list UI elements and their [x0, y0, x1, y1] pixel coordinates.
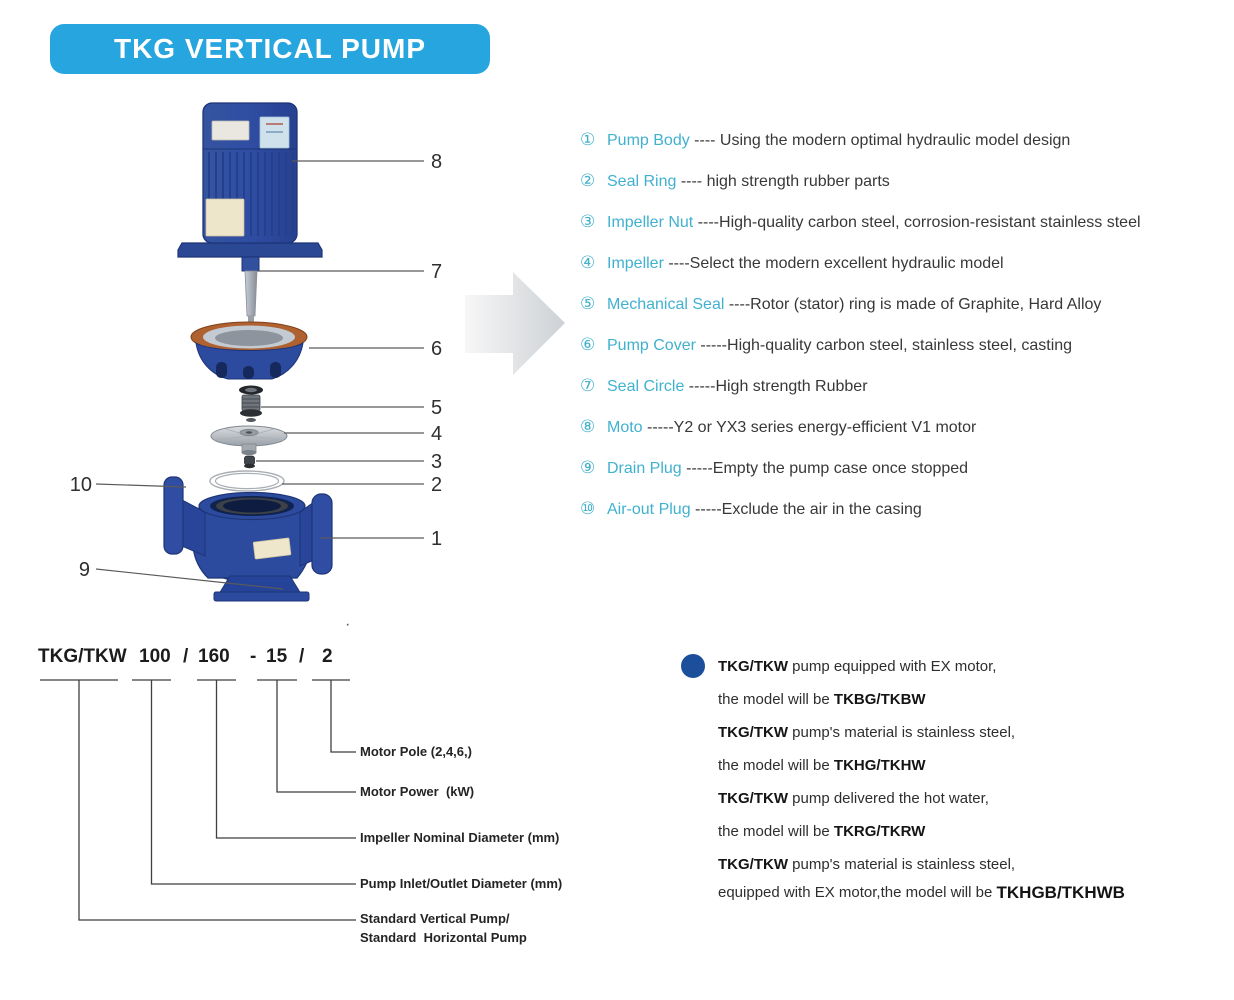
part-name: Impeller Nut	[607, 213, 694, 231]
mechanical-seal-part	[239, 386, 263, 423]
parts-list	[580, 128, 1234, 538]
circled-number-icon: ④	[580, 253, 596, 273]
part-desc: ---- high strength rubber parts	[676, 172, 890, 190]
circled-number-icon: ①	[580, 130, 596, 150]
part-desc: ----Rotor (stator) ring is made of Graphite, Hard Alloy	[724, 295, 1102, 313]
label-impeller: Impeller Nominal Diameter (mm)	[360, 830, 560, 845]
callout-number-6: 6	[431, 338, 443, 360]
page-title: TKG VERTICAL PUMP	[113, 33, 427, 64]
circled-number-icon: ②	[580, 171, 596, 191]
bullet-dot-icon	[681, 654, 705, 678]
callout-number-2: 2	[431, 474, 443, 496]
part-row-9	[580, 456, 1234, 481]
part-name: Seal Circle	[607, 377, 685, 395]
label-motor-power: Motor Power (kW)	[360, 784, 475, 799]
part-name: Pump Body	[607, 131, 690, 149]
callout-number-10: 10	[69, 474, 92, 496]
part-desc: -----Exclude the air in the casing	[690, 500, 922, 518]
note-2-line-2: the model will be TKHG/TKHW	[718, 757, 926, 774]
part-row-8	[580, 415, 1234, 440]
circled-number-icon: ⑧	[580, 417, 596, 437]
model-series: TKG/TKW	[38, 646, 127, 667]
note-3-line-2: the model will be TKRG/TKRW	[718, 823, 926, 840]
part-row-4	[580, 251, 1234, 276]
model-notes	[718, 650, 1198, 904]
stray-mark: ·	[345, 616, 351, 633]
callout-number-5: 5	[431, 397, 443, 419]
model-separator-3: /	[299, 646, 305, 667]
part-row-5	[580, 292, 1234, 317]
impeller-nut-part	[244, 456, 255, 468]
part-row-1	[580, 128, 1234, 153]
model-separator-1: /	[183, 646, 189, 667]
label-inlet-outlet: Pump Inlet/Outlet Diameter (mm)	[360, 876, 563, 891]
note-4-line-2: equipped with EX motor,the model will be TKHGB/TKHWB	[718, 882, 1125, 902]
part-row-3	[580, 210, 1234, 235]
label-standard-2: Standard Horizontal Pump	[360, 930, 527, 945]
circled-number-icon: ⑩	[580, 499, 596, 519]
part-name: Moto	[607, 418, 643, 436]
part-name: Pump Cover	[607, 336, 696, 354]
pump-exploded-diagram	[0, 85, 580, 620]
note-1-line-2: the model will be TKBG/TKBW	[718, 691, 926, 708]
title-banner	[50, 24, 490, 74]
model-separator-2: -	[250, 646, 257, 667]
part-desc: ----Select the modern excellent hydraulic model	[663, 254, 1004, 272]
part-name: Impeller	[607, 254, 664, 272]
part-name: Mechanical Seal	[607, 295, 725, 313]
note-4-line-1: TKG/TKW pump's material is stainless steel,	[718, 856, 1016, 873]
arrow-right-icon	[465, 272, 565, 375]
model-impeller-diameter: 160	[198, 646, 230, 667]
note-1-line-1: TKG/TKW pump equipped with EX motor,	[718, 658, 997, 675]
part-desc: -----Empty the pump case once stopped	[681, 459, 969, 477]
label-motor-pole: Motor Pole (2,4,6,)	[360, 744, 472, 759]
callout-number-9: 9	[78, 559, 90, 581]
part-desc: ---- Using the modern optimal hydraulic model design	[689, 131, 1071, 149]
part-row-10	[580, 497, 1234, 522]
label-standard-1: Standard Vertical Pump/	[360, 911, 510, 926]
part-desc: ----High-quality carbon steel, corrosion-resistant stainless steel	[693, 213, 1141, 231]
part-desc: -----High strength Rubber	[684, 377, 868, 395]
part-desc: -----Y2 or YX3 series energy-efficient V1 motor	[642, 418, 977, 436]
part-row-7	[580, 374, 1234, 399]
part-desc: -----High-quality carbon steel, stainless steel, casting	[695, 336, 1073, 354]
seal-ring-part	[210, 471, 284, 491]
part-name: Drain Plug	[607, 459, 682, 477]
part-name: Air-out Plug	[607, 500, 691, 518]
nomenclature-lines	[0, 630, 620, 1000]
callout-number-4: 4	[431, 423, 443, 445]
callout-number-7: 7	[431, 261, 443, 283]
note-2-line-1: TKG/TKW pump's material is stainless steel,	[718, 724, 1016, 741]
callout-number-3: 3	[431, 451, 443, 473]
pump-body-part	[164, 477, 332, 601]
model-inlet-outlet: 100	[139, 646, 171, 667]
pump-cover-part	[191, 322, 307, 379]
part-name: Seal Ring	[607, 172, 677, 190]
note-3-line-1: TKG/TKW pump delivered the hot water,	[718, 790, 989, 807]
part-row-2	[580, 169, 1234, 194]
circled-number-icon: ⑥	[580, 335, 596, 355]
impeller-part	[211, 426, 287, 455]
shaft-part	[242, 257, 259, 323]
circled-number-icon: ③	[580, 212, 596, 232]
circled-number-icon: ⑨	[580, 458, 596, 478]
model-motor-pole: 2	[322, 646, 333, 667]
circled-number-icon: ⑦	[580, 376, 596, 396]
motor-part	[178, 103, 322, 257]
callout-number-8: 8	[431, 151, 443, 173]
callout-number-1: 1	[431, 528, 443, 550]
model-motor-power: 15	[266, 646, 288, 667]
part-row-6	[580, 333, 1234, 358]
circled-number-icon: ⑤	[580, 294, 596, 314]
